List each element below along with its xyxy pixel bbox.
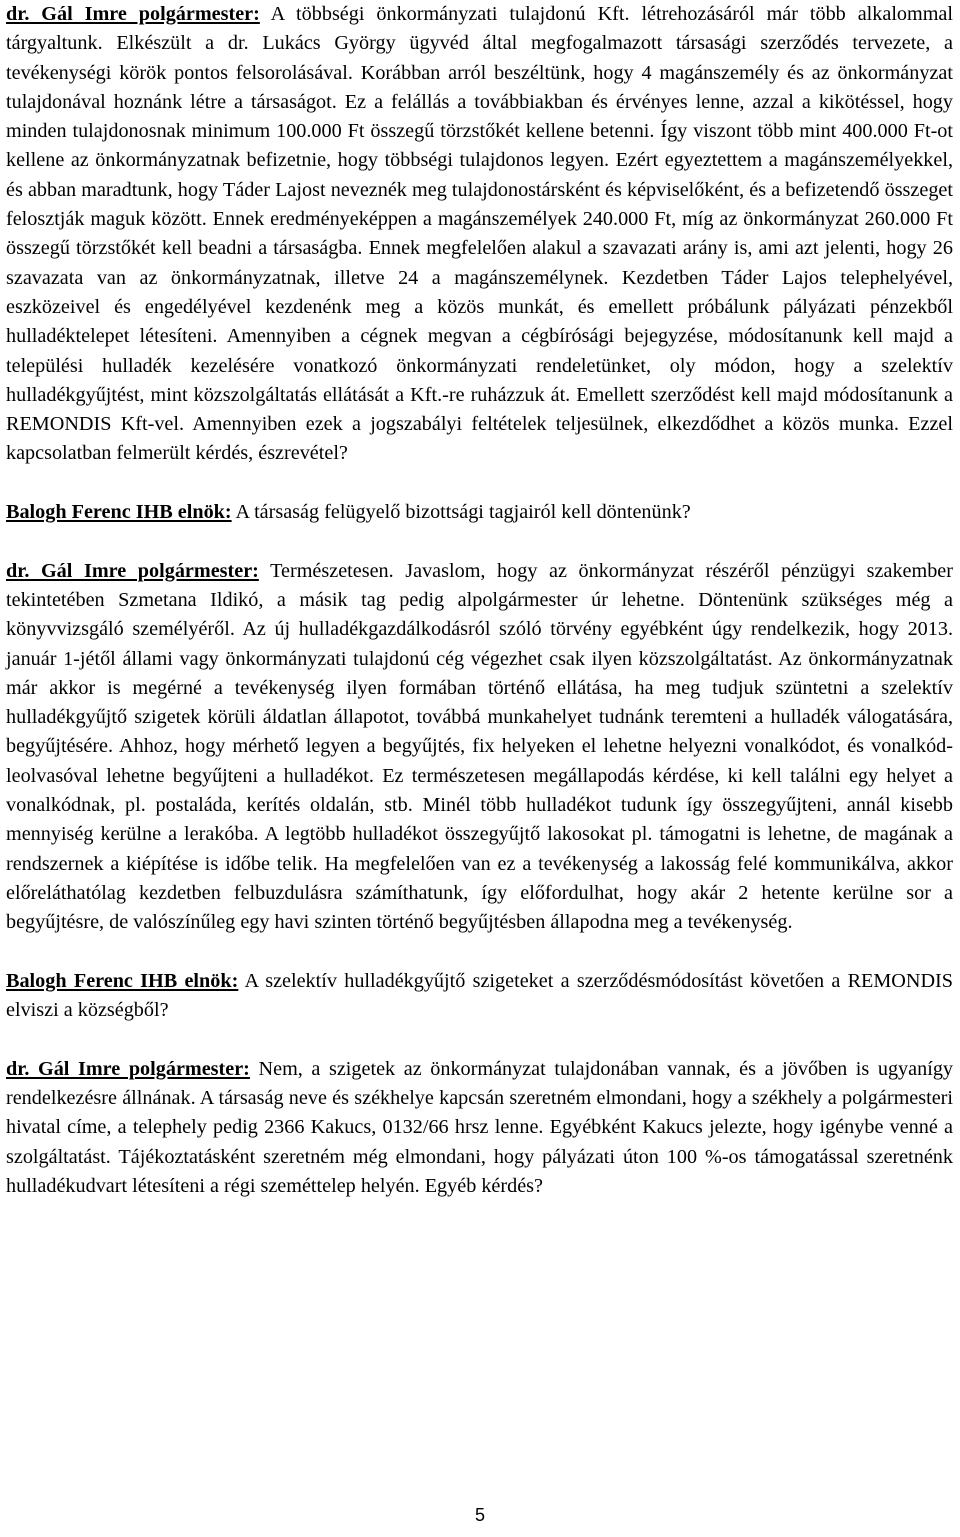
paragraph-text: Nem, a szigetek az önkormányzat tulajdonában vannak, és a jövőben is ugyanígy rendelkezésre állnának. A társaság neve és székhelye kapcsán szeretném elmondani, hogy a székhely a polgármesteri hivatal címe, a telephely pedig 2366 Kakucs, 0132/66 hrsz lenne. Egyébként Kakucs jelezte, hogy igénybe venné a szolgáltatást. Tájékoztatásként szeretném még elmondani, hogy pályázati úton 100 %-os támogatással szeretnénk hulladékudvart létesíteni a régi szeméttelep helyén. Egyéb kérdés?: [6, 1057, 954, 1197]
speaker-name: dr. Gál Imre polgármester:: [6, 1057, 250, 1080]
paragraph-ihb-2: [6, 967, 953, 1026]
paragraph-mayor-3: [6, 1055, 953, 1201]
paragraph-text: A szelektív hulladékgyűjtő szigeteket a szerződésmódosítást követően a REMONDIS elviszi a községből?: [6, 969, 953, 1022]
page-number: 5: [474, 1505, 485, 1525]
speaker-name: Balogh Ferenc IHB elnök:: [6, 501, 232, 524]
paragraph-mayor-2: [6, 557, 953, 938]
speaker-name: dr. Gál Imre polgármester:: [6, 559, 259, 582]
speaker-name: dr. Gál Imre polgármester:: [6, 3, 260, 25]
speaker-name: Balogh Ferenc IHB elnök:: [6, 969, 239, 992]
paragraph-text: Természetesen. Javaslom, hogy az önkormányzat részéről pénzügyi szakember tekintetében Szmetana Ildikó, a másik tag pedig alpolgármester úr lehetne. Döntenünk szükséges még a könyvvizsgáló személyéről. Az új hulladékgazdálkodásról szóló törvény egyébként úgy rendelkezik, hogy 2013. január 1-jétől állami vagy önkormányzati tulajdonú cég végezhet csak ilyen közszolgáltatást. Az önkormányzatnak már akkor is megérné a tevékenység ilyen formában történő ellátása, ha meg tudjuk szüntetni a szelektív hulladékgyűjtő szigetek körüli áldatlan állapotot, továbbá munkahelyet tudnánk teremteni a hulladék válogatására, begyűjtésére. Ahhoz, hogy mérhető legyen a begyűjtés, fix helyeken el lehetne helyezni vonalkódot, és vonalkód-leolvasóval lehetne begyűjteni a hulladékot. Ez természetesen megállapodás kérdése, ki kell találni egy helyet a vonalkódnak, pl. postaláda, kerítés oldalán, stb. Minél több hulladékot tudunk így összegyűjteni, annál kisebb mennyiség kerülne a lerakóba. A legtöbb hulladékot összegyűjtő lakosokat pl. támogatni is lehetne, de magának a rendszernek a kiépítése is időbe telik. Ha megfelelően van ez a tevékenység a lakosság felé kommunikálva, akkor előreláthatólag kezdetben felbuzdulásra számíthatunk, így előfordulhat, hogy akár 2 hetente kerülne sor a begyűjtésre, de valószínűleg egy havi szinten történő begyűjtésben állapodna meg a tevékenység.: [6, 559, 953, 934]
paragraph-mayor-1: [6, 0, 953, 469]
document-page: [6, 0, 953, 1201]
paragraph-text: A többségi önkormányzati tulajdonú Kft. létrehozásáról már több alkalommal tárgyaltunk. Elkészült a dr. Lukács György ügyvéd által megfogalmazott társasági szerződés tervezete, a tevékenységi körök pontos felsorolásával. Korábban arról beszéltünk, hogy 4 magánszemély és az önkormányzat tulajdonával hoznánk létre a társaságot. Ez a felállás a továbbiakban és érvényes lenne, azzal a kikötéssel, hogy minden tulajdonosnak minimum 100.000 Ft összegű törzstőkét kellene betenni. Így viszont több mint 400.000 Ft-ot kellene az önkormányzatnak befizetnie, hogy többségi tulajdonos legyen. Ezért egyeztettem a magánszemélyekkel, és abban maradtunk, hogy Táder Lajost neveznék meg tulajdonostársként és képviselőként, és a befizetendő összeget felosztják maguk között. Ennek eredményeképpen a magánszemélyek 240.000 Ft, míg az önkormányzat 260.000 Ft összegű törzstőkét kell beadni a társaságba. Ennek megfelelően alakul a szavazati arány is, ami azt jelenti, hogy 26 szavazata van az önkormányzatnak, illetve 24 a magánszemélynek. Kezdetben Táder Lajos telephelyével, eszközeivel és engedélyével kezdenénk meg a közös munkát, és emellett próbálunk pályázati pénzekből hulladéktelepet létesíteni. Amennyiben a cégnek megvan a cégbírósági bejegyzése, módosítanunk kell majd a települési hulladék kezelésére vonatkozó önkormányzati rendeletünket, oly módon, hogy a szelektív hulladékgyűjtést, mint közszolgáltatás ellátását a Kft.-re ruházzuk át. Emellett szerződést kell majd módosítanunk a REMONDIS Kft-vel. Amennyiben ezek a jogszabályi feltételek teljesülnek, elkezdődhet a közös munka. Ezzel kapcsolatban felmerült kérdés, észrevétel?: [6, 3, 953, 465]
paragraph-ihb-1: [6, 498, 953, 527]
paragraph-text: A társaság felügyelő bizottsági tagjairól kell döntenünk?: [231, 501, 691, 524]
